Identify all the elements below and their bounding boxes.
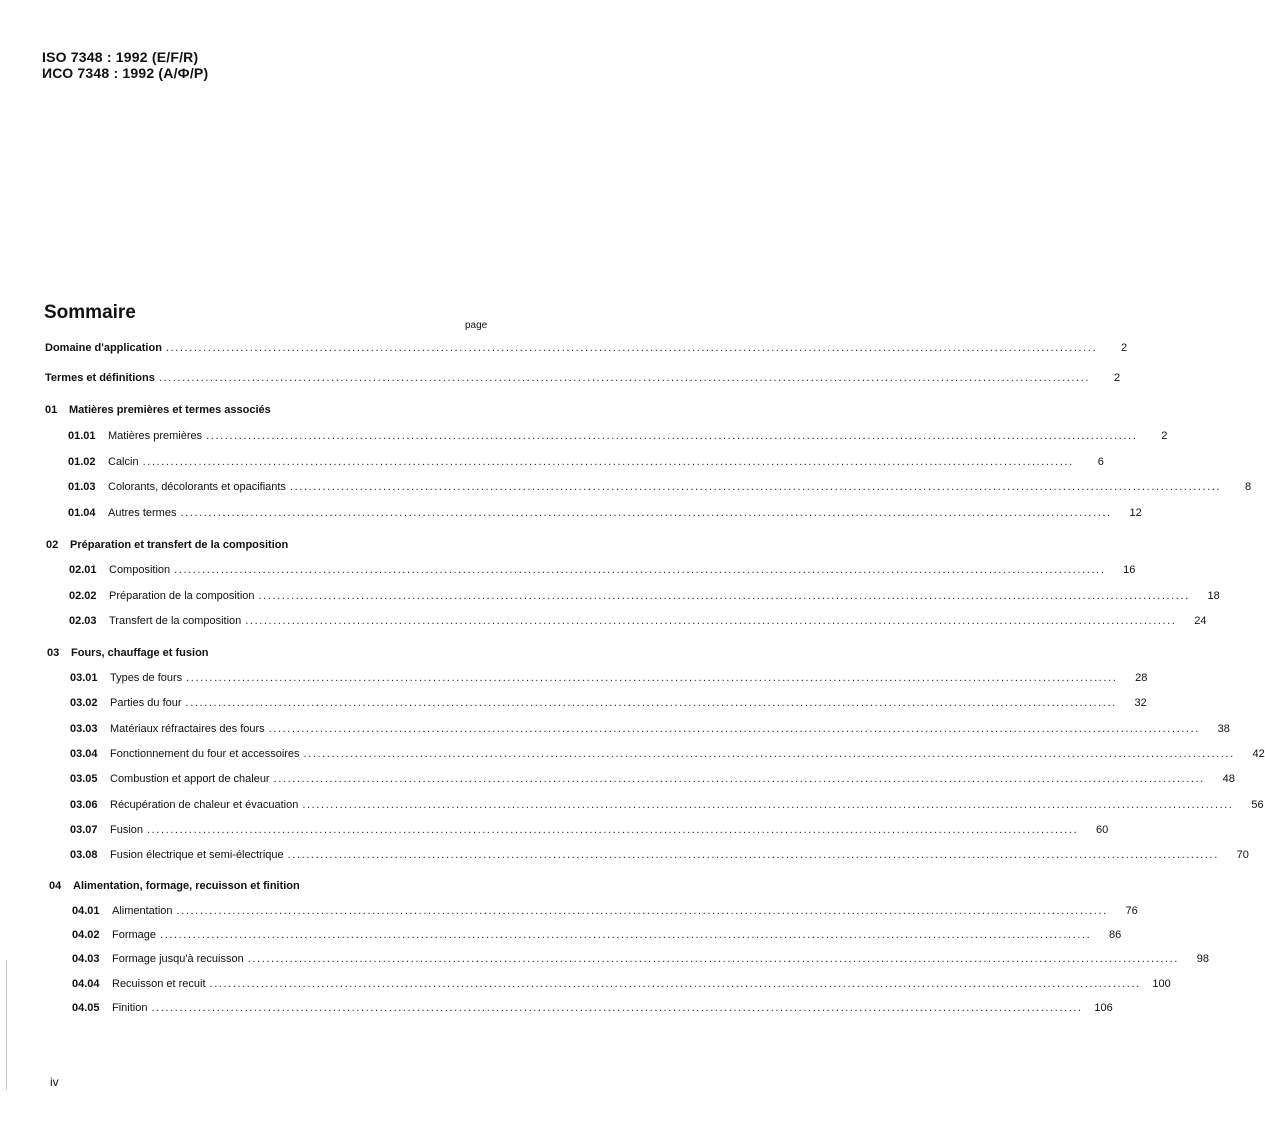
dot-leader: ........................................................................................................................................................................................................ — [165, 342, 1098, 354]
entry-label: Transfert de la composition — [109, 615, 242, 627]
entry-page: 100 — [1152, 978, 1171, 990]
dot-leader: ........................................................................................................................................................................................................ — [302, 799, 1234, 811]
entry-page: 60 — [1096, 824, 1109, 836]
entry-number: 03.06 — [70, 799, 98, 811]
section-title: Matières premières et termes associés — [69, 404, 271, 416]
entry-number: 02.02 — [69, 590, 97, 602]
toc-entry — [69, 564, 1136, 580]
dot-leader: ........................................................................................................................................................................................................ — [287, 849, 1219, 861]
entry-number: 04.03 — [72, 953, 100, 965]
entry-number: 03.02 — [70, 697, 98, 709]
toc-entry — [72, 978, 1171, 994]
entry-page: 24 — [1194, 615, 1207, 627]
toc-entry — [69, 615, 1207, 631]
entry-number: 04.04 — [72, 978, 100, 990]
entry-label: Domaine d'application — [45, 342, 162, 354]
left-margin-line — [6, 960, 7, 1090]
dot-leader: ........................................................................................................................................................................................................ — [151, 1002, 1083, 1014]
entry-label: Combustion et apport de chaleur — [110, 773, 270, 785]
entry-label: Autres termes — [108, 507, 177, 519]
entry-label: Formage jusqu'à recuisson — [112, 953, 244, 965]
dot-leader: ........................................................................................................................................................................................................ — [209, 978, 1141, 990]
toc-entry — [68, 507, 1142, 523]
section-heading — [49, 880, 300, 896]
dot-leader: ........................................................................................................................................................................................................ — [174, 564, 1106, 576]
page-title: Sommaire — [44, 302, 136, 323]
dot-leader: ........................................................................................................................................................................................................ — [176, 905, 1108, 917]
toc-entry — [72, 905, 1138, 921]
toc-entry — [70, 799, 1264, 815]
dot-leader: ........................................................................................................................................................................................................ — [273, 773, 1205, 785]
entry-page: 98 — [1196, 953, 1209, 965]
dot-leader: ........................................................................................................................................................................................................ — [206, 430, 1138, 442]
entry-label: Calcin — [108, 456, 139, 468]
section-number: 03 — [47, 647, 60, 659]
section-number: 02 — [46, 539, 59, 551]
entry-label: Termes et définitions — [45, 372, 155, 384]
entry-number: 03.04 — [70, 748, 98, 760]
toc-entry — [72, 953, 1209, 969]
entry-label: Fonctionnement du four et accessoires — [110, 748, 300, 760]
entry-label: Types de fours — [110, 672, 183, 684]
section-title: Fours, chauffage et fusion — [71, 647, 209, 659]
entry-page: 8 — [1245, 481, 1252, 493]
toc-entry — [72, 929, 1122, 945]
entry-number: 02.03 — [69, 615, 97, 627]
toc-entry — [68, 456, 1104, 472]
dot-leader: ........................................................................................................................................................................................................ — [160, 929, 1092, 941]
toc-entry — [68, 430, 1168, 446]
section-heading — [45, 404, 271, 420]
toc-entry — [70, 748, 1265, 764]
page-column-label: page — [465, 320, 488, 331]
entry-page: 70 — [1236, 849, 1249, 861]
page-number: iv — [50, 1075, 59, 1089]
section-title: Alimentation, formage, recuisson et finition — [73, 880, 300, 892]
entry-number: 01.03 — [68, 481, 96, 493]
dot-leader: ........................................................................................................................................................................................................ — [258, 590, 1190, 602]
entry-number: 02.01 — [69, 564, 97, 576]
entry-page: 48 — [1222, 773, 1235, 785]
entry-page: 76 — [1125, 905, 1138, 917]
entry-page: 12 — [1129, 507, 1142, 519]
entry-number: 01.01 — [68, 430, 96, 442]
dot-leader: ........................................................................................................................................................................................................ — [185, 697, 1117, 709]
standard-number-russian-line: ИСО 7348 : 1992 (А/Ф/Р) — [42, 65, 209, 81]
toc-entry — [69, 590, 1220, 606]
dot-leader: ........................................................................................................................................................................................................ — [247, 953, 1179, 965]
entry-label: Colorants, décolorants et opacifiants — [108, 481, 286, 493]
entry-label: Récupération de chaleur et évacuation — [110, 799, 299, 811]
entry-page: 56 — [1251, 799, 1264, 811]
entry-label: Formage — [112, 929, 157, 941]
dot-leader: ........................................................................................................................................................................................................ — [268, 723, 1200, 735]
entry-label: Recuisson et recuit — [112, 978, 206, 990]
entry-page: 86 — [1109, 929, 1122, 941]
dot-leader: ........................................................................................................................................................................................................ — [289, 481, 1222, 493]
toc-entry — [70, 697, 1147, 713]
toc-top-entry — [45, 342, 1128, 358]
dot-leader: ........................................................................................................................................................................................................ — [303, 748, 1235, 760]
entry-label: Parties du four — [110, 697, 182, 709]
entry-label: Matériaux réfractaires des fours — [110, 723, 265, 735]
entry-page: 2 — [1121, 342, 1128, 354]
entry-page: 106 — [1094, 1002, 1113, 1014]
section-title: Préparation et transfert de la composition — [70, 539, 289, 551]
entry-label: Préparation de la composition — [109, 590, 255, 602]
toc-entry — [70, 824, 1109, 840]
entry-number: 03.07 — [70, 824, 98, 836]
entry-label: Fusion — [110, 824, 144, 836]
dot-leader: ........................................................................................................................................................................................................ — [245, 615, 1177, 627]
entry-number: 04.02 — [72, 929, 100, 941]
entry-page: 2 — [1161, 430, 1168, 442]
standard-number-line: ISO 7348 : 1992 (E/F/R) — [42, 49, 199, 65]
section-heading — [46, 539, 288, 555]
section-heading — [47, 647, 209, 663]
toc-entry — [70, 723, 1230, 739]
entry-label: Finition — [112, 1002, 148, 1014]
entry-number: 04.05 — [72, 1002, 100, 1014]
dot-leader: ........................................................................................................................................................................................................ — [180, 507, 1112, 519]
entry-number: 03.08 — [70, 849, 98, 861]
entry-page: 2 — [1113, 372, 1121, 384]
section-number: 01 — [45, 404, 58, 416]
dot-leader: ........................................................................................................................................................................................................ — [186, 672, 1118, 684]
dot-leader: ........................................................................................................................................................................................................ — [147, 824, 1079, 836]
entry-label: Fusion électrique et semi-électrique — [110, 849, 284, 861]
entry-page: 16 — [1123, 564, 1136, 576]
toc-entry — [70, 849, 1249, 865]
entry-number: 04.01 — [72, 905, 100, 917]
entry-number: 03.05 — [70, 773, 98, 785]
entry-number: 03.01 — [70, 672, 98, 684]
entry-page: 32 — [1134, 697, 1147, 709]
entry-page: 28 — [1135, 672, 1148, 684]
entry-number: 01.04 — [68, 507, 96, 519]
entry-label: Matières premières — [108, 430, 203, 442]
entry-page: 18 — [1207, 590, 1220, 602]
entry-page: 6 — [1097, 456, 1104, 468]
entry-number: 03.03 — [70, 723, 98, 735]
entry-page: 42 — [1252, 748, 1265, 760]
entry-number: 01.02 — [68, 456, 96, 468]
section-number: 04 — [49, 880, 62, 892]
toc-entry — [70, 773, 1235, 789]
toc-entry — [70, 672, 1148, 688]
toc-top-entry — [45, 372, 1121, 388]
entry-label: Composition — [109, 564, 171, 576]
entry-page: 38 — [1217, 723, 1230, 735]
toc-entry — [68, 481, 1252, 497]
dot-leader: ........................................................................................................................................................................................................ — [158, 372, 1091, 384]
toc-entry — [72, 1002, 1113, 1018]
dot-leader: ........................................................................................................................................................................................................ — [142, 456, 1074, 468]
entry-label: Alimentation — [112, 905, 173, 917]
